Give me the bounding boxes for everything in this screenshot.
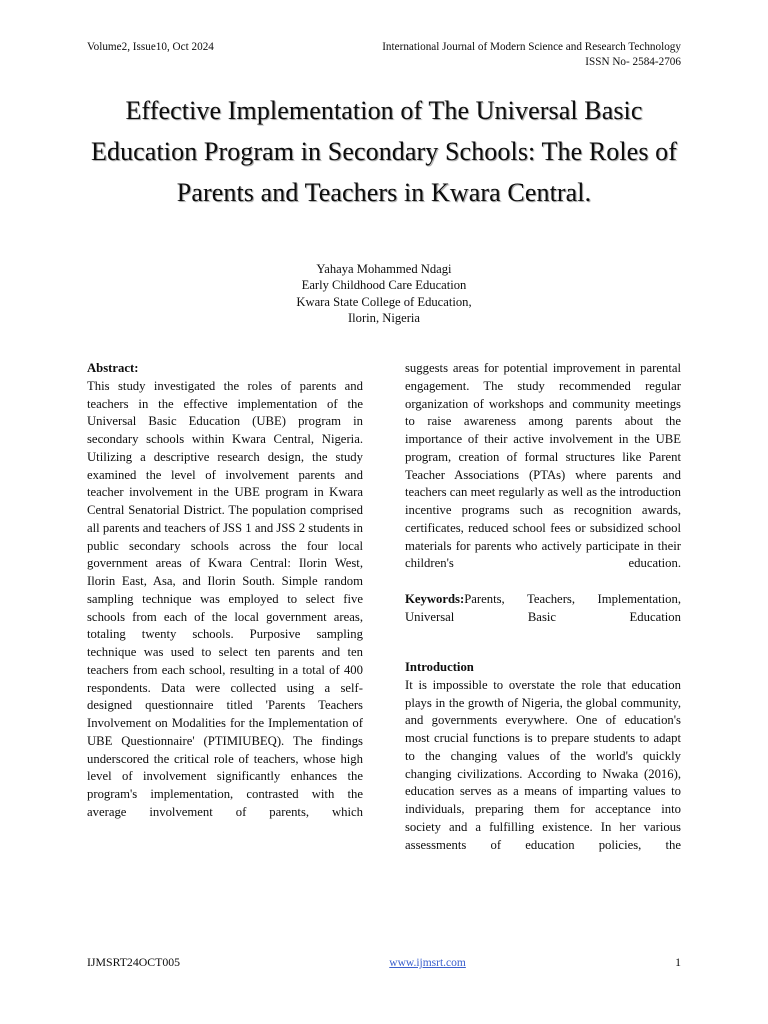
page-title: Effective Implementation of The Universal Basic Education Program in Secondary Schools: The Roles of Parents and Teachers in Kwara Central. — [90, 96, 677, 207]
page-number: 1 — [675, 955, 681, 969]
abstract-heading: Abstract: — [87, 361, 139, 375]
title-block — [87, 90, 681, 213]
keywords-paragraph — [405, 591, 681, 644]
keywords-heading: Keywords: — [405, 591, 465, 606]
abstract-text-right: suggests areas for potential improvement in parental engagement. The study recommended regular organization of workshops and community meetings to raise awareness among parents about the importance of their active involvement in the UBE program, creation of formal structures like Parent Teacher Associations (PTAs) where parents and teachers can meet regularly as well as the introduction incentive programs such as recognition awards, certificates, reduced school fees or subsidized school materials for parents who actively participate in their children's education. — [405, 361, 681, 571]
issn-label: ISSN No- 2584-2706 — [585, 56, 681, 68]
right-column — [405, 360, 681, 872]
journal-name: International Journal of Modern Science and Research Technology — [382, 41, 681, 53]
page-footer — [87, 955, 681, 970]
volume-issue-label: Volume2, Issue10, Oct 2024 — [87, 41, 214, 53]
running-head — [87, 40, 681, 70]
introduction-heading: Introduction — [405, 660, 474, 674]
journal-website-link[interactable]: www.ijmsrt.com — [389, 957, 466, 969]
section-spacer — [405, 644, 681, 659]
author-name: Yahaya Mohammed Ndagi — [316, 262, 452, 276]
author-institution: Kwara State College of Education, — [296, 294, 472, 309]
author-location: Ilorin, Nigeria — [347, 311, 421, 326]
abstract-text-left: This study investigated the roles of parents and teachers in the effective implementation of the Universal Basic Education (UBE) program in secondary schools within Kwara Central, Nigeria. Utilizing a descriptive research design, the study examined the level of involvement parents and teacher involvement in the UBE program in Kwara Central Senatorial District. The population comprised all parents and teachers of JSS 1 and JSS 2 students in public secondary schools across the four local government areas of Kwara Central: Ilorin West, Ilorin East, Asa, and Ilorin South. Simple random sampling technique was employed to select five schools from each of the local government areas, totaling twenty schools. Purposive sampling technique was used to select ten parents and ten teachers from each school, resulting in a total of 400 respondents. Data were collected using a self-designed questionnaire titled 'Parents Teachers Involvement on Modalities for the Implementation of UBE Questionnaire' (PTIMIUBEQ). The findings underscored the critical role of teachers, whose high level of involvement significantly enhances the program's implementation, contrasted with the average involvement of parents, which — [87, 378, 363, 819]
article-id: IJMSRT24OCT005 — [87, 955, 181, 969]
introduction-text: It is impossible to overstate the role that education plays in the growth of Nigeria, the global community, and governments everywhere. One of education's most crucial functions is to prepare students to adapt to the changing values of the world's quickly changing civilizations. According to Nwaka (2016), education serves as a means of imparting values to individuals, preparing them for acceptance into society and a fulfilling existence. In her various assessments of education policies, the — [405, 677, 681, 852]
body-columns — [87, 360, 681, 872]
author-department: Early Childhood Care Education — [301, 278, 467, 293]
author-block — [87, 261, 681, 327]
keywords-text: Parents, Teachers, Implementation, Universal Basic Education — [405, 591, 681, 624]
journal-info — [382, 40, 681, 70]
left-column — [87, 360, 363, 872]
